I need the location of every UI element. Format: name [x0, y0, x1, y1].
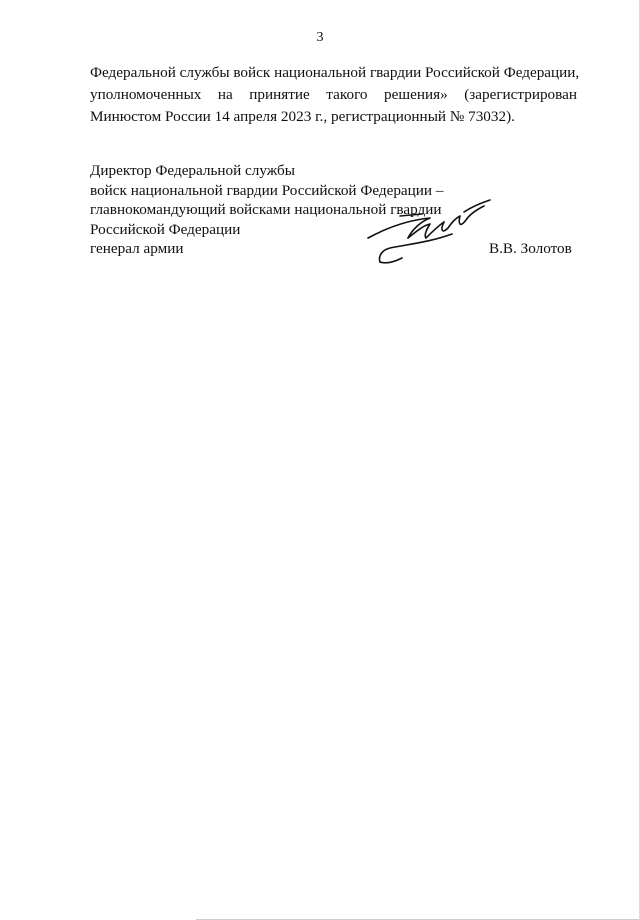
signatory-name: В.В. Золотов — [489, 240, 572, 257]
body-paragraph — [90, 62, 580, 128]
signatory-title-line: Российской Федерации — [90, 220, 241, 238]
signatory-title-line: войск национальной гвардии Российской Федерации – — [90, 181, 444, 199]
signatory-title-line: генерал армии — [90, 240, 184, 257]
paragraph-line: Минюстом России 14 апреля 2023 г., регистрационный № 73032). — [90, 108, 515, 125]
signatory-title-line: Директор Федеральной службы — [90, 162, 295, 179]
signatory-title-line: главнокомандующий войсками национальной гвардии — [90, 201, 442, 218]
page-number: 3 — [316, 30, 324, 45]
handwritten-signature — [360, 192, 500, 270]
paragraph-line: Федеральной службы войск национальной гвардии Российской Федерации, — [90, 64, 580, 81]
paragraph-line: уполномоченных на принятие такого решения» (зарегистрирован — [90, 86, 577, 103]
